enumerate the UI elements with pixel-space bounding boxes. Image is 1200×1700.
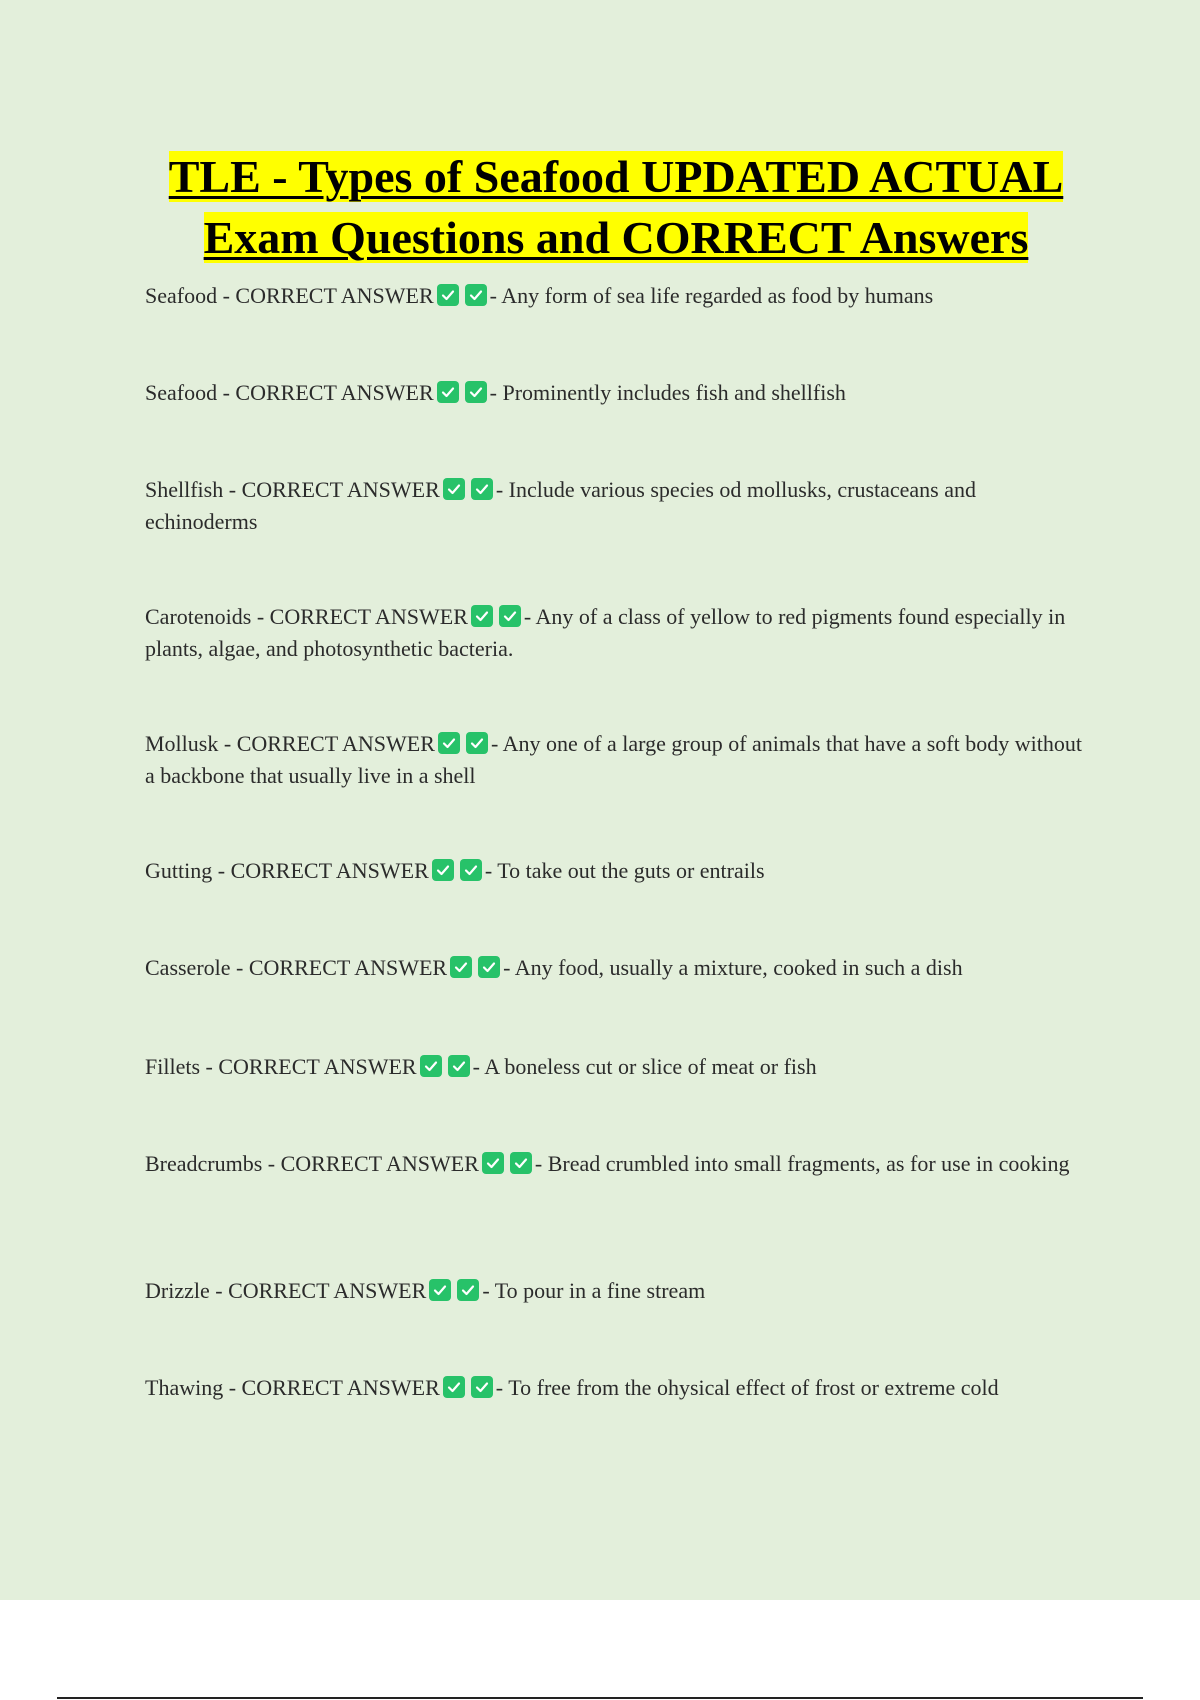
entry-term: Gutting <box>145 858 213 883</box>
entry-term: Shellfish <box>145 477 224 502</box>
qa-entry: Thawing - CORRECT ANSWER - To free from the ohysical effect of frost or extreme cold <box>145 1375 999 1400</box>
check-icon <box>471 605 493 627</box>
entry-marker: CORRECT ANSWER <box>248 955 448 980</box>
qa-entry: Shellfish - CORRECT ANSWER - Include various species od mollusks, crustaceans and echinoderms <box>145 477 977 534</box>
qa-entry: Carotenoids - CORRECT ANSWER - Any of a class of yellow to red pigments found especially in plants, algae, and photosynthetic bacteria. <box>145 604 1066 661</box>
check-icon <box>465 381 487 403</box>
check-icon <box>448 1055 470 1077</box>
entry-marker: CORRECT ANSWER <box>269 604 468 629</box>
qa-entry: Gutting - CORRECT ANSWER - To take out the guts or entrails <box>145 858 765 883</box>
check-icon <box>437 381 459 403</box>
entry-term: Fillets <box>145 1054 201 1079</box>
entry-answer: To pour in a fine stream <box>494 1278 706 1303</box>
check-icon <box>420 1055 442 1077</box>
check-icon <box>499 605 521 627</box>
entry-answer: To take out the guts or entrails <box>497 858 765 883</box>
entry-marker: CORRECT ANSWER <box>235 380 434 405</box>
title-line-1: TLE - Types of Seafood UPDATED ACTUAL <box>168 151 1064 202</box>
entry-answer: Any form of sea life regarded as food by humans <box>501 283 934 308</box>
check-icon <box>443 478 465 500</box>
qa-entry: Seafood - CORRECT ANSWER - Prominently includes fish and shellfish <box>145 380 846 405</box>
check-icon <box>432 859 454 881</box>
document-title <box>60 146 1172 268</box>
entry-term: Seafood <box>145 380 218 405</box>
entry-answer: Bread crumbled into small fragments, as for use in cooking <box>547 1151 1070 1176</box>
entry-answer: Include various species od mollusks, crustaceans and echinoderms <box>145 477 977 534</box>
entry-marker: CORRECT ANSWER <box>235 283 434 308</box>
entry-answer: Any one of a large group of animals that have a soft body without a backbone that usually live in a shell <box>145 731 1082 788</box>
entry-term: Drizzle <box>145 1278 210 1303</box>
entry-term: Casserole <box>145 955 231 980</box>
qa-entry: Drizzle - CORRECT ANSWER - To pour in a fine stream <box>145 1278 706 1303</box>
check-icon <box>478 956 500 978</box>
check-icon <box>443 1376 465 1398</box>
check-icon <box>460 859 482 881</box>
entry-answer: Prominently includes fish and shellfish <box>502 380 846 405</box>
qa-entry: Seafood - CORRECT ANSWER - Any form of sea life regarded as food by humans <box>145 283 934 308</box>
check-icon <box>457 1279 479 1301</box>
title-line-2: Exam Questions and CORRECT Answers <box>203 212 1029 263</box>
entry-marker: CORRECT ANSWER <box>241 1375 440 1400</box>
entry-answer: A boneless cut or slice of meat or fish <box>484 1054 817 1079</box>
entry-marker: CORRECT ANSWER <box>218 1054 417 1079</box>
qa-entry: Mollusk - CORRECT ANSWER - Any one of a large group of animals that have a soft body without a backbone that usually live in a shell <box>145 731 1082 788</box>
entry-marker: CORRECT ANSWER <box>228 1278 427 1303</box>
check-icon <box>510 1152 532 1174</box>
entry-term: Carotenoids <box>145 604 252 629</box>
entry-answer: Any of a class of yellow to red pigments found especially in plants, algae, and photosynthetic bacteria. <box>145 604 1066 661</box>
entry-marker: CORRECT ANSWER <box>241 477 440 502</box>
check-icon <box>466 732 488 754</box>
entry-term: Seafood <box>145 283 218 308</box>
entry-marker: CORRECT ANSWER <box>236 731 435 756</box>
entry-marker: CORRECT ANSWER <box>230 858 429 883</box>
qa-entry: Breadcrumbs - CORRECT ANSWER - Bread crumbled into small fragments, as for use in cooking <box>145 1151 1070 1176</box>
check-icon <box>471 1376 493 1398</box>
check-icon <box>437 284 459 306</box>
qa-entry: Fillets - CORRECT ANSWER - A boneless cut or slice of meat or fish <box>145 1054 817 1079</box>
entry-term: Mollusk <box>145 731 219 756</box>
entry-marker: CORRECT ANSWER <box>280 1151 479 1176</box>
entry-answer: Any food, usually a mixture, cooked in such a dish <box>514 955 963 980</box>
entry-term: Thawing <box>145 1375 224 1400</box>
footer-divider <box>57 1697 1143 1699</box>
entry-term: Breadcrumbs <box>145 1151 263 1176</box>
check-icon <box>482 1152 504 1174</box>
check-icon <box>438 732 460 754</box>
check-icon <box>465 284 487 306</box>
entry-answer: To free from the ohysical effect of frost or extreme cold <box>508 1375 999 1400</box>
check-icon <box>429 1279 451 1301</box>
check-icon <box>471 478 493 500</box>
check-icon <box>450 956 472 978</box>
qa-entry: Casserole - CORRECT ANSWER - Any food, usually a mixture, cooked in such a dish <box>145 955 963 980</box>
